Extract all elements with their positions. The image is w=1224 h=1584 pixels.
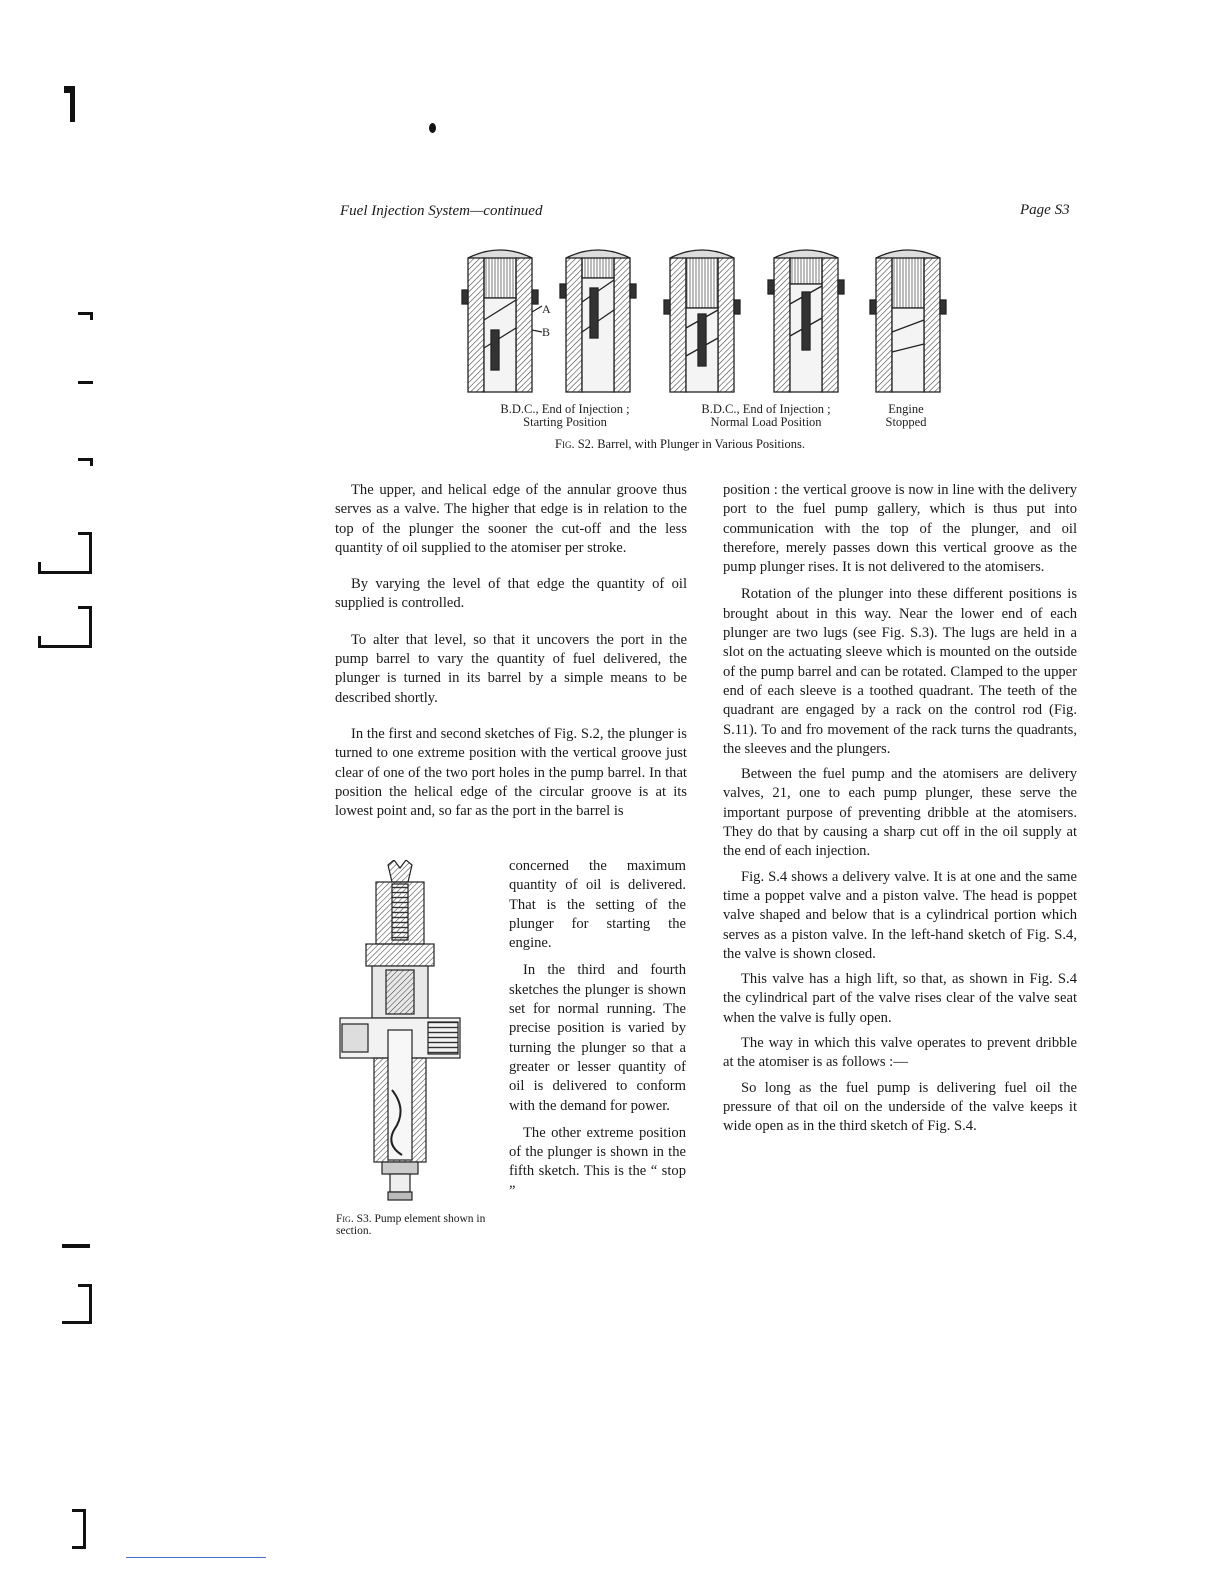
label-b: B (542, 325, 551, 339)
left-column (335, 481, 687, 821)
paragraph: Fig. S.4 shows a delivery valve. It is at one and the same time a poppet valve and a piston valve. The head is poppet valve shaped and below that is a cylindrical portion which serves as a piston valve. In the left-hand sketch of Fig. S.4, the valve is shown closed. (723, 868, 1077, 962)
footer-rule (126, 1557, 266, 1558)
binding-mark (62, 1244, 90, 1248)
binding-mark (90, 312, 93, 320)
page-number: Page S3 (1020, 202, 1070, 218)
sketch-3 (664, 250, 740, 392)
caption-line: Engine (888, 402, 924, 416)
running-header: Fuel Injection System—continued (340, 203, 543, 219)
caption-line: B.D.C., End of Injection ; (500, 402, 630, 416)
sketch-2 (560, 250, 636, 392)
binding-mark (38, 562, 41, 574)
paragraph: In the third and fourth sketches the plunger is shown set for normal running. The precise position is varied by turning the plunger so that a greater or lesser quantity of oil is delivered to conform with the demand for power. (509, 962, 686, 1114)
label-a: A (542, 302, 551, 316)
paragraph: So long as the fuel pump is delivering fuel oil the pressure of that oil on the underside of the valve keeps it wide open as in the third sketch of Fig. S.4. (723, 1079, 1077, 1135)
sketch-1 (462, 250, 542, 392)
binding-mark (38, 571, 92, 574)
binding-mark (72, 1546, 86, 1549)
binding-mark (83, 1509, 86, 1549)
figure-s3-caption (336, 1213, 491, 1237)
binding-mark (78, 381, 93, 384)
paragraph: This valve has a high lift, so that, as shown in Fig. S.4 the cylindrical part of the valve rises clear of the valve seat when the valve is fully open. (723, 971, 1077, 1026)
figure-title-text: Barrel, with Plunger in Various Positions. (597, 437, 805, 451)
binding-mark (90, 458, 93, 466)
sketch-5 (870, 250, 946, 392)
caption-sketch-3-4 (676, 403, 856, 429)
figure-number: Fig. S3. (336, 1213, 372, 1225)
paragraph: The upper, and helical edge of the annular groove thus serves as a valve. The higher that edge is in relation to the top of the plunger the sooner the cut-off and the less quantity of oil supplied to the atomiser per stroke. (335, 482, 687, 556)
paragraph: To alter that level, so that it uncovers the port in the pump barrel to vary the quantity of fuel delivered, the plunger is turned in its barrel by a simple means to be described shortly. (335, 631, 687, 706)
caption-line: Stopped (885, 415, 927, 429)
binding-mark (89, 606, 92, 648)
binding-mark (89, 1284, 92, 1324)
binding-mark (38, 645, 92, 648)
caption-sketch-1-2 (480, 403, 650, 429)
sketch-4 (768, 250, 844, 392)
paragraph: concerned the maximum quantity of oil is delivered. That is the setting of the plunger for starting the engine. (509, 858, 686, 952)
binding-mark (62, 1321, 92, 1324)
figure-caption-text: Pump element shown in section. (336, 1213, 486, 1237)
caption-sketch-5 (866, 403, 946, 429)
paragraph: The way in which this valve operates to prevent dribble at the atomiser is as follows :— (723, 1035, 1077, 1071)
caption-line: Starting Position (523, 415, 607, 429)
paragraph: The other extreme position of the plunger is shown in the fifth sketch. This is the “ stop ” (509, 1124, 686, 1199)
paragraph: In the first and second sketches of Fig. S.2, the plunger is turned to one extreme position with the vertical groove just clear of one of the two port holes in the pump barrel. In that position the helical edge of the circular groove is at its lowest point and, so far as the port in the barrel is (335, 725, 687, 820)
figure-s2-barrel-sketches (458, 240, 958, 400)
paragraph: Rotation of the plunger into these different positions is brought about in this way. Near the lower end of each plunger are two lugs (see Fig. S.3). The lugs are held in a slot on the actuating sleeve which is mounted on the outside of the pump barrel and can be rotated. Clamped to the upper end of each sleeve is a toothed quadrant. The teeth of the quadrant are engaged by a rack on the control rod (Fig. S.11). To and fro movement of the rack turns the quadrants, the sleeves and the plungers. (723, 586, 1077, 757)
right-column (723, 481, 1077, 1143)
paragraph: position : the vertical groove is now in line with the delivery port to the fuel pump gallery, which is thus put into communication with the top of the plunger, and oil therefore, merely passes down this vertical groove as the pump plunger rises. It is not delivered to the atomisers. (723, 482, 1077, 576)
dot-mark (429, 123, 436, 133)
paragraph: By varying the level of that edge the quantity of oil supplied is controlled. (335, 576, 687, 612)
caption-line: Normal Load Position (710, 415, 822, 429)
binding-mark (89, 532, 92, 574)
binding-mark (70, 86, 75, 122)
figure-s2-title (470, 437, 890, 452)
figure-s3-pump-element (338, 860, 463, 1205)
caption-line: B.D.C., End of Injection ; (701, 402, 831, 416)
binding-mark (38, 636, 41, 648)
figure-number: Fig. S2. (555, 437, 595, 451)
paragraph: Between the fuel pump and the atomisers are delivery valves, 21, one to each pump plunger, these serve the important purpose of preventing dribble at the atomisers. They do that by causing a sharp cut off in the oil supply at the end of each injection. (723, 766, 1077, 860)
left-column-narrow-text (509, 857, 686, 1201)
